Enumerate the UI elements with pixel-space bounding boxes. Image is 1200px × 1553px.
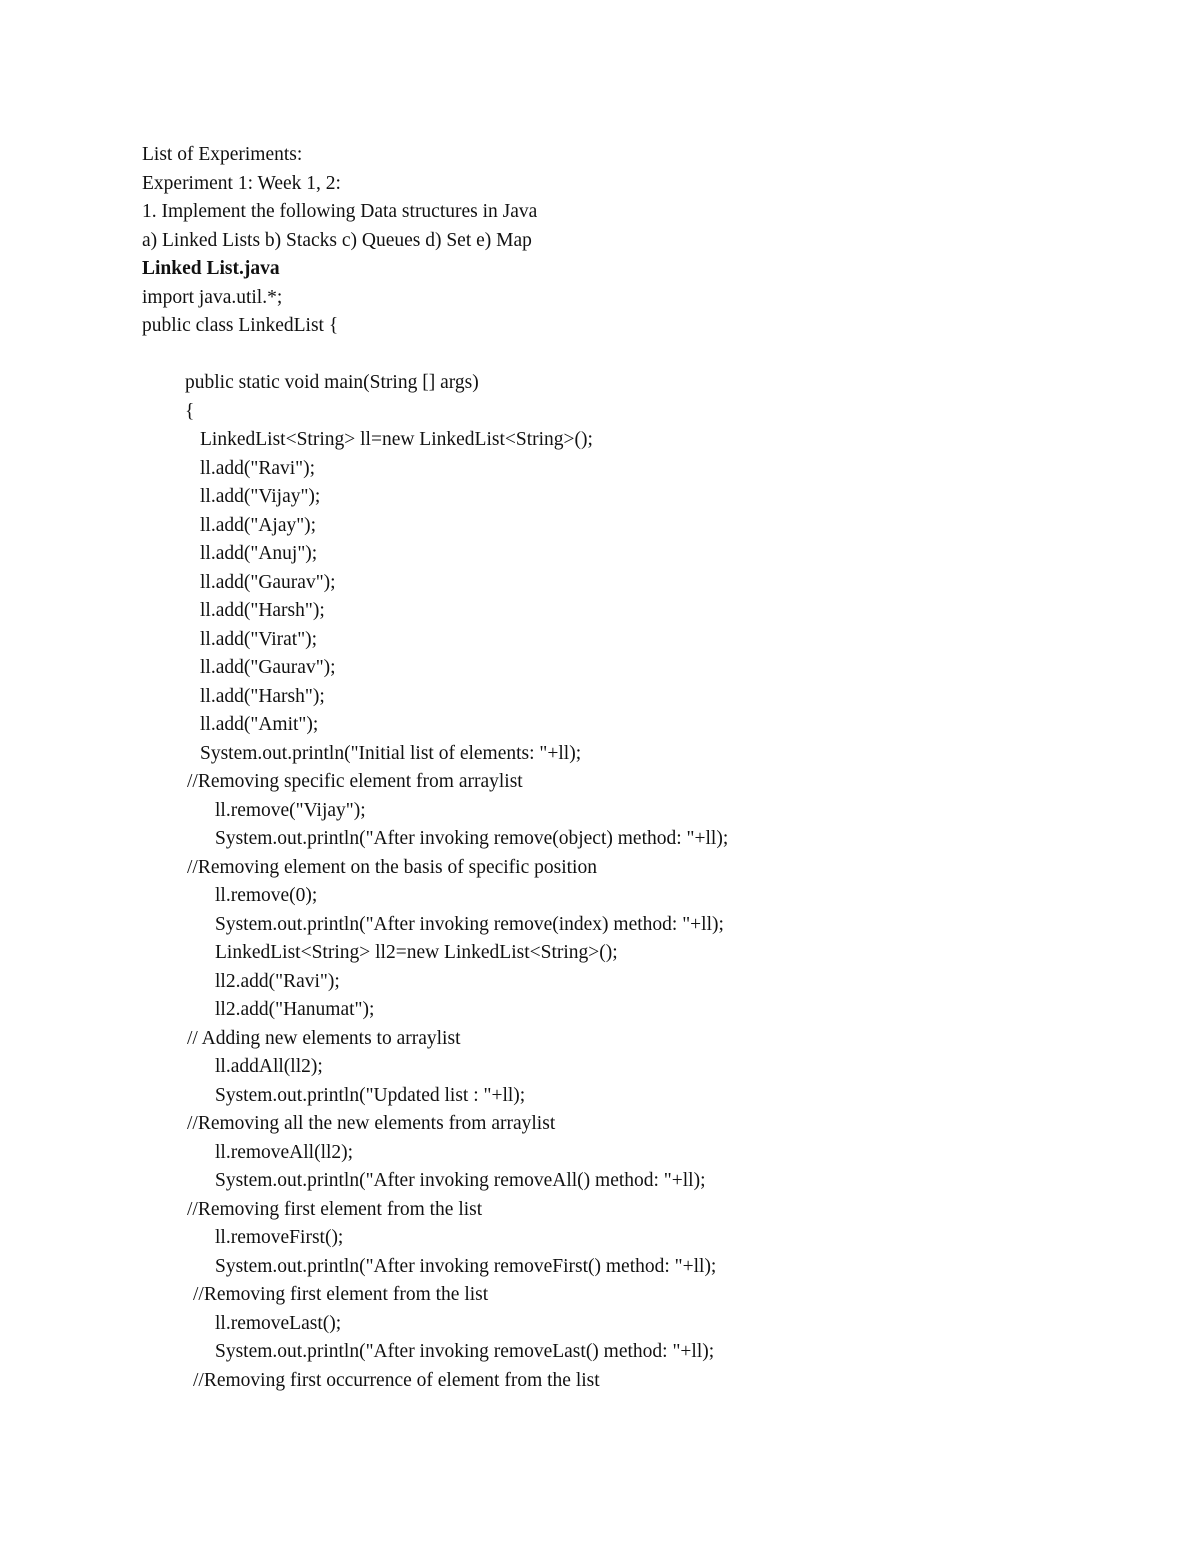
code-line: ll.removeFirst(); (215, 1227, 344, 1248)
code-line: public static void main(String [] args) (185, 372, 479, 393)
code-line: System.out.println("After invoking removeLast() method: "+ll); (215, 1341, 715, 1362)
code-line: System.out.println("After invoking removeAll() method: "+ll); (215, 1170, 706, 1191)
code-line: import java.util.*; (142, 286, 283, 308)
code-line: { (185, 400, 195, 422)
blank-line (142, 341, 1102, 370)
code-comment: //Removing specific element from arraylist (187, 771, 523, 792)
header-line: 1. Implement the following Data structures in Java (142, 201, 538, 222)
code-line: System.out.println("After invoking remove(object) method: "+ll); (215, 828, 729, 849)
code-line: System.out.println("Updated list : "+ll); (215, 1084, 526, 1106)
header-line: Experiment 1: Week 1, 2: (142, 172, 341, 194)
code-comment: //Removing all the new elements from arraylist (187, 1113, 556, 1134)
document-body (142, 141, 1102, 1395)
code-line: ll.removeAll(ll2); (215, 1141, 354, 1163)
code-line: ll.add("Amit"); (200, 714, 319, 735)
code-comment: // Adding new elements to arraylist (187, 1027, 461, 1049)
code-line: ll.add("Harsh"); (200, 600, 325, 621)
header-line: a) Linked Lists b) Stacks c) Queues d) Set e) Map (142, 229, 532, 251)
code-comment: //Removing first element from the list (193, 1284, 489, 1305)
code-line: System.out.println("After invoking removeFirst() method: "+ll); (215, 1255, 717, 1277)
code-line: ll.remove("Vijay"); (215, 799, 366, 821)
code-comment: //Removing first occurrence of element from the list (193, 1369, 600, 1391)
code-line: ll.add("Anuj"); (200, 543, 318, 564)
file-title: Linked List.java (142, 258, 280, 279)
code-line: LinkedList<String> ll=new LinkedList<String>(); (200, 429, 593, 450)
code-line: ll.removeLast(); (215, 1312, 342, 1334)
header-line: List of Experiments: (142, 144, 303, 165)
code-line: ll.add("Ravi"); (200, 457, 316, 479)
code-line: System.out.println("After invoking remove(index) method: "+ll); (215, 913, 724, 935)
code-line: ll.add("Harsh"); (200, 685, 325, 707)
code-line: ll2.add("Ravi"); (215, 970, 340, 992)
code-comment: //Removing first element from the list (187, 1198, 483, 1220)
code-line: ll.addAll(ll2); (215, 1056, 323, 1077)
code-line: System.out.println("Initial list of elements: "+ll); (200, 742, 582, 764)
code-comment: //Removing element on the basis of specific position (187, 856, 597, 878)
code-line: LinkedList<String> ll2=new LinkedList<String>(); (215, 942, 618, 963)
code-line: ll.add("Gaurav"); (200, 657, 336, 678)
code-line: ll.add("Ajay"); (200, 514, 317, 536)
code-line: ll.add("Virat"); (200, 628, 318, 650)
code-line: ll.add("Gaurav"); (200, 571, 336, 593)
code-line: ll.remove(0); (215, 885, 318, 906)
code-line: ll.add("Vijay"); (200, 486, 321, 507)
code-line: public class LinkedList { (142, 315, 339, 336)
code-line: ll2.add("Hanumat"); (215, 999, 375, 1020)
